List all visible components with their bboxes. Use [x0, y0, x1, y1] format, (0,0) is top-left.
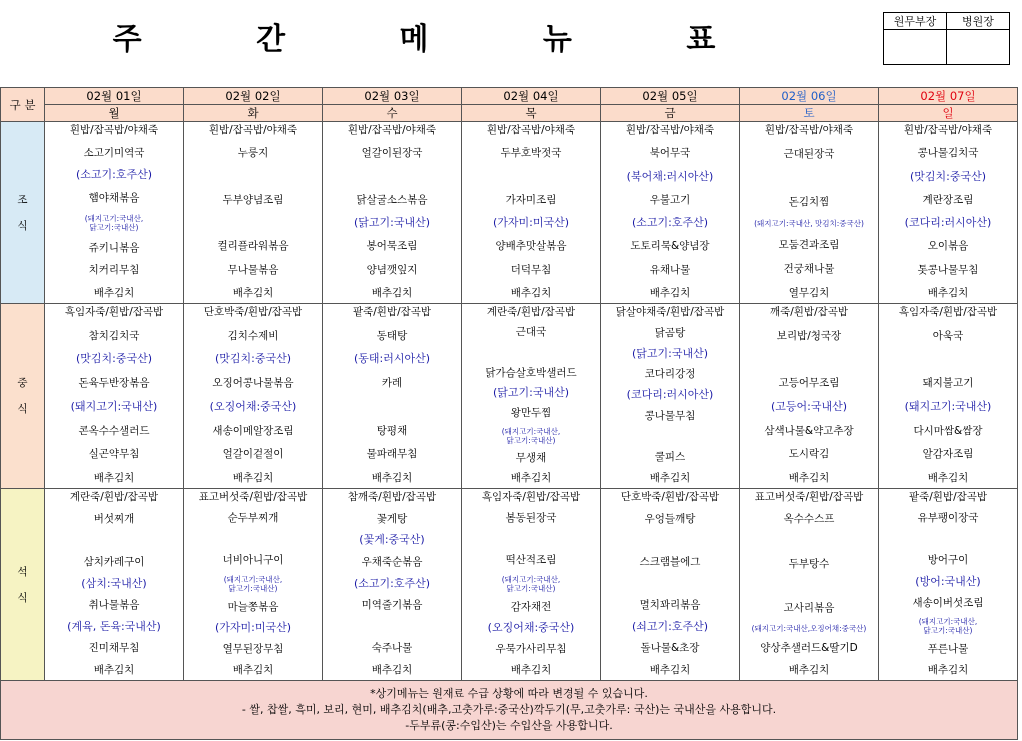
origin-note: (오징어채:중국산)	[487, 620, 575, 634]
menu-item: 콩나물무침	[644, 409, 696, 422]
origin-note: (돼지고기:국내산)	[70, 399, 158, 413]
menu-item: 닭가슴살호박샐러드	[485, 366, 577, 379]
menu-item: 삼색나물&약고추장	[764, 424, 854, 437]
menu-item: 깨죽/흰밥/잡곡밥	[769, 306, 849, 318]
menu-cell	[740, 489, 879, 681]
menu-item: 배추김치	[232, 664, 274, 676]
menu-item: 양념깻잎지	[366, 263, 418, 276]
menu-item: 모둠견과조림	[778, 239, 840, 251]
menu-cell	[462, 489, 601, 681]
menu-item: 유채나물	[649, 263, 691, 276]
menu-item: 쿨피스	[654, 451, 686, 464]
menu-item: 두부양념조림	[222, 193, 284, 206]
approval-sign-cell[interactable]	[884, 30, 947, 65]
menu-item	[601, 533, 739, 547]
menu-item	[462, 346, 600, 360]
menu-item: 근대된장국	[783, 148, 835, 160]
approval-box	[883, 12, 1010, 65]
lunch-label: 중 식	[1, 304, 45, 489]
origin-note: (가자미:미국산)	[214, 620, 292, 634]
menu-item: 배추김치	[93, 286, 135, 299]
origin-note: (쇠고기:호주산)	[631, 619, 709, 633]
menu-item: 흰밥/잡곡밥/야채죽	[69, 124, 159, 136]
menu-cell	[462, 304, 601, 489]
weekday-header: 금	[601, 105, 740, 122]
menu-item	[740, 579, 878, 593]
menu-item: 순두부찌개	[227, 512, 279, 525]
menu-item: 꽃게탕	[376, 512, 408, 525]
menu-item: 배추김치	[232, 286, 274, 299]
menu-item: 가자미조림	[505, 193, 557, 206]
menu-item: 배추김치	[649, 472, 691, 484]
menu-item: 흑임자죽/흰밥/잡곡밥	[64, 306, 164, 318]
origin-note: (오징어채:중국산)	[209, 399, 297, 413]
menu-cell	[323, 489, 462, 681]
menu-cell	[323, 304, 462, 489]
menu-item: 근대국	[515, 326, 547, 339]
origin-note: (돼지고기:국내산, 닭고기:국내산)	[223, 574, 283, 593]
menu-item	[601, 577, 739, 591]
menu-item	[462, 170, 600, 184]
menu-item: 배추김치	[510, 664, 552, 676]
menu-item	[879, 352, 1017, 366]
origin-note: (돼지고기:국내산, 닭고기:국내산)	[501, 574, 561, 593]
origin-note: (삼치:국내산)	[81, 576, 147, 590]
menu-item: 돼지불고기	[922, 377, 974, 390]
menu-item: 참치김치국	[88, 329, 140, 342]
menu-cell	[601, 489, 740, 681]
menu-item: 배추김치	[510, 472, 552, 484]
menu-item	[184, 170, 322, 184]
note-line: - 쌀, 찹쌀, 흑미, 보리, 현미, 배추김치(배추,고춧가루:중국산)깍두기(무,고춧가루: 국산)는 국내산을 사용합니다.	[241, 703, 777, 716]
menu-item: 봉어묵조림	[366, 240, 418, 253]
menu-cell	[879, 122, 1018, 304]
origin-note: (돼지고기:국내산,오징어채:중국산)	[751, 623, 867, 633]
menu-item: 계란죽/흰밥/잡곡밥	[69, 491, 159, 503]
menu-item: 닭곰탕	[654, 326, 686, 339]
menu-item: 배추김치	[649, 664, 691, 676]
menu-item: 단호박죽/흰밥/잡곡밥	[203, 306, 303, 318]
menu-item: 도시락김	[788, 448, 830, 461]
menu-item: 팥죽/흰밥/잡곡밥	[908, 491, 988, 503]
menu-item: 취나물볶음	[88, 599, 140, 612]
approval-sign-cell[interactable]	[947, 30, 1010, 65]
menu-item: 건궁채나물	[783, 263, 835, 275]
origin-note: (맛김치:중국산)	[214, 352, 292, 366]
menu-item: 흰밥/잡곡밥/야채죽	[903, 124, 993, 136]
weekday-header: 일	[879, 105, 1018, 122]
weekday-header: 월	[45, 105, 184, 122]
menu-item: 스크램블에그	[639, 555, 701, 568]
menu-item	[462, 532, 600, 546]
weekday-header: 화	[184, 105, 323, 122]
origin-note: (돼지고기:국내산, 닭고기:국내산)	[501, 426, 561, 445]
menu-item: 카레	[381, 377, 403, 390]
menu-item	[740, 171, 878, 185]
menu-item: 우묵가사리무침	[495, 642, 567, 655]
weekday-header: 수	[323, 105, 462, 122]
origin-note: (닭고기:국내산)	[631, 346, 709, 360]
menu-item: 배추김치	[232, 471, 274, 484]
menu-item: 아욱국	[932, 329, 964, 342]
lunch-row	[1, 304, 1018, 489]
menu-item: 진미채무침	[88, 642, 140, 655]
menu-item: 흰밥/잡곡밥/야채죽	[347, 124, 437, 136]
menu-cell	[184, 489, 323, 681]
menu-item: 컬리플라워볶음	[217, 240, 289, 253]
weekday-header: 토	[740, 105, 879, 122]
menu-item	[45, 533, 183, 547]
menu-cell	[462, 122, 601, 304]
menu-item: 돈김치찜	[788, 196, 830, 208]
menu-item: 흰밥/잡곡밥/야채죽	[625, 124, 715, 136]
origin-note: (닭고기:국내산)	[353, 216, 431, 230]
origin-note: (동태:러시아산)	[353, 352, 431, 366]
menu-cell	[184, 304, 323, 489]
menu-item: 삼치카레구이	[83, 555, 145, 568]
origin-note: (맛김치:중국산)	[909, 169, 987, 183]
menu-item: 도토리묵&양념장	[630, 240, 710, 253]
menu-item	[601, 430, 739, 444]
menu-item	[879, 532, 1017, 546]
date-header: 02월 02일	[184, 88, 323, 105]
origin-note: (계육, 돈육:국내산)	[67, 619, 161, 633]
menu-item: 양배추맛살볶음	[495, 240, 567, 253]
menu-cell	[184, 122, 323, 304]
menu-item: 너비아니구이	[222, 554, 284, 567]
menu-item: 햄야채볶음	[88, 192, 140, 205]
menu-item: 콩나물김치국	[917, 147, 979, 160]
menu-item: 무생채	[515, 451, 547, 464]
breakfast-row	[1, 122, 1018, 304]
menu-item: 김치수제비	[227, 329, 279, 342]
origin-note: (돼지고기:국내산, 맛김치:중국산)	[754, 219, 864, 228]
menu-item: 배추김치	[93, 664, 135, 676]
menu-item: 콘옥수수샐러드	[78, 424, 150, 437]
menu-item: 우엉들깨탕	[644, 512, 696, 525]
weekday-header: 목	[462, 105, 601, 122]
page-title: 주 간 메 뉴 표	[112, 22, 768, 57]
dinner-label: 석 식	[1, 489, 45, 681]
menu-item: 표고버섯죽/흰밥/잡곡밥	[754, 491, 864, 503]
menu-item: 보리밥/청국장	[776, 329, 842, 342]
origin-note: (가자미:미국산)	[492, 216, 570, 230]
menu-item: 표고버섯죽/흰밥/잡곡밥	[198, 491, 308, 503]
menu-cell	[601, 122, 740, 304]
origin-note: (소고기:호주산)	[353, 576, 431, 590]
menu-item: 두부탕수	[788, 557, 830, 570]
menu-item: 누룽지	[237, 147, 269, 160]
menu-item	[740, 535, 878, 549]
menu-table	[0, 87, 1018, 740]
menu-item: 버섯찌개	[93, 512, 135, 525]
menu-item: 얼갈이겉절이	[222, 448, 284, 461]
menu-item: 배추김치	[649, 286, 691, 299]
origin-note: (돼지고기:국내산, 닭고기:국내산)	[84, 213, 144, 232]
menu-item: 마늘쫑볶음	[227, 600, 279, 613]
date-header: 02월 06일	[740, 88, 879, 105]
menu-item: 무나물볶음	[227, 263, 279, 276]
menu-item: 배추김치	[927, 286, 969, 299]
menu-item: 계란죽/흰밥/잡곡밥	[486, 306, 576, 318]
menu-item: 닭살굴소스볶음	[356, 193, 428, 206]
origin-note: (고등어:국내산)	[770, 399, 848, 413]
menu-cell	[323, 122, 462, 304]
menu-item: 오이볶음	[927, 240, 969, 253]
menu-item: 고등어무조림	[778, 377, 840, 390]
menu-item	[323, 170, 461, 184]
origin-note: (소고기:호주산)	[631, 216, 709, 230]
gubun-header: 구 분	[1, 88, 45, 122]
menu-item: 봄동된장국	[505, 512, 557, 525]
dinner-row	[1, 489, 1018, 681]
menu-cell	[45, 122, 184, 304]
menu-item: 팥죽/흰밥/잡곡밥	[352, 306, 432, 318]
menu-item: 배추김치	[788, 664, 830, 676]
date-header: 02월 07일	[879, 88, 1018, 105]
date-header: 02월 04일	[462, 88, 601, 105]
menu-cell	[601, 304, 740, 489]
menu-item: 배추김치	[788, 471, 830, 484]
menu-item: 옥수수스프	[783, 513, 835, 526]
menu-item: 배추김치	[927, 664, 969, 676]
origin-note: (방어:국내산)	[915, 574, 981, 588]
menu-item: 새송이메알장조림	[212, 424, 294, 437]
origin-note: (돼지고기:국내산, 닭고기:국내산)	[918, 616, 978, 635]
menu-item: 배추김치	[927, 471, 969, 484]
menu-item	[323, 400, 461, 414]
date-header: 02월 05일	[601, 88, 740, 105]
approval-label: 원무부장	[884, 13, 947, 30]
note-line: *상기메뉴는 원재료 수급 상황에 따라 변경될 수 있습니다.	[370, 687, 648, 700]
origin-note: (코다리:러시아산)	[626, 388, 714, 401]
menu-item: 배추김치	[371, 286, 413, 299]
menu-item: 멸치꽈리볶음	[639, 599, 701, 612]
menu-item: 두부호박젓국	[500, 147, 562, 160]
menu-item: 배추김치	[93, 471, 135, 484]
menu-item: 고사리볶음	[783, 602, 835, 615]
menu-item: 닭살야채죽/흰밥/잡곡밥	[615, 306, 725, 318]
menu-item: 흑임자죽/흰밥/잡곡밥	[481, 491, 581, 503]
menu-cell	[740, 304, 879, 489]
menu-item: 흑임자죽/흰밥/잡곡밥	[898, 306, 998, 318]
menu-cell	[45, 304, 184, 489]
origin-note: (북어채:러시아산)	[626, 169, 714, 183]
note-line: -두부류(콩:수입산)는 수입산을 사용합니다.	[405, 719, 613, 732]
menu-item: 쥬키니볶음	[88, 241, 140, 254]
menu-item: 유부팽이장국	[917, 512, 979, 525]
menu-item: 동태탕	[376, 329, 408, 342]
origin-note: (돼지고기:국내산)	[904, 399, 992, 413]
menu-item	[740, 352, 878, 366]
menu-item: 알감자조림	[922, 448, 974, 461]
origin-note: (소고기:호주산)	[75, 168, 153, 182]
menu-item: 열무김치	[788, 287, 830, 299]
menu-item: 흰밥/잡곡밥/야채죽	[764, 124, 854, 136]
menu-item: 미역줄기볶음	[361, 599, 423, 612]
menu-item: 우불고기	[649, 193, 691, 206]
date-header: 02월 03일	[323, 88, 462, 105]
menu-item: 소고기미역국	[83, 146, 145, 159]
menu-item: 열무된장무침	[222, 642, 284, 655]
menu-item: 다시마쌈&쌈장	[913, 424, 983, 437]
menu-cell	[879, 304, 1018, 489]
menu-item	[323, 620, 461, 634]
footer-notes	[1, 681, 1018, 740]
menu-item: 왕만두찜	[510, 407, 552, 420]
menu-item: 치커리무침	[88, 264, 140, 277]
menu-item: 푸른나물	[927, 642, 969, 655]
approval-label: 병원장	[947, 13, 1010, 30]
menu-item: 계란장조림	[922, 193, 974, 206]
menu-item: 참깨죽/흰밥/잡곡밥	[347, 491, 437, 503]
menu-item: 톳콩나물무침	[917, 263, 979, 276]
menu-item: 코다리강정	[644, 368, 696, 381]
menu-item: 북어무국	[649, 147, 691, 160]
menu-item: 숙주나물	[371, 642, 413, 655]
menu-item: 오징어콩나물볶음	[212, 377, 294, 390]
menu-item: 감자채전	[510, 600, 552, 613]
menu-cell	[879, 489, 1018, 681]
menu-item: 우채죽순볶음	[361, 555, 423, 568]
origin-note: (코다리:러시아산)	[904, 216, 992, 230]
menu-item: 물파래무침	[366, 448, 418, 461]
origin-note: (닭고기:국내산)	[492, 386, 570, 399]
menu-item: 양상추샐러드&딸기D	[760, 641, 858, 654]
menu-item	[184, 532, 322, 546]
date-header: 02월 01일	[45, 88, 184, 105]
menu-item: 배추김치	[510, 286, 552, 299]
menu-item: 단호박죽/흰밥/잡곡밥	[620, 491, 720, 503]
menu-item: 새송이버섯조림	[912, 596, 984, 609]
menu-cell	[740, 122, 879, 304]
menu-item: 흰밥/잡곡밥/야채죽	[486, 124, 576, 136]
menu-cell	[45, 489, 184, 681]
menu-item	[184, 216, 322, 230]
menu-item: 배추김치	[371, 664, 413, 676]
menu-item: 돈육두반장볶음	[78, 377, 150, 390]
origin-note: (꽃게:중국산)	[359, 533, 425, 547]
breakfast-label: 조 식	[1, 122, 45, 304]
menu-item: 돌나물&초장	[640, 642, 700, 655]
menu-item: 배추김치	[371, 471, 413, 484]
menu-item: 실곤약무침	[88, 448, 140, 461]
menu-item: 흰밥/잡곡밥/야채죽	[208, 124, 298, 136]
menu-item: 방어구이	[927, 554, 969, 567]
menu-item: 탕평채	[376, 424, 408, 437]
menu-item: 얼갈이된장국	[361, 147, 423, 160]
origin-note: (맛김치:중국산)	[75, 352, 153, 366]
menu-item: 더덕무침	[510, 263, 552, 276]
menu-item: 떡산적조림	[505, 554, 557, 567]
